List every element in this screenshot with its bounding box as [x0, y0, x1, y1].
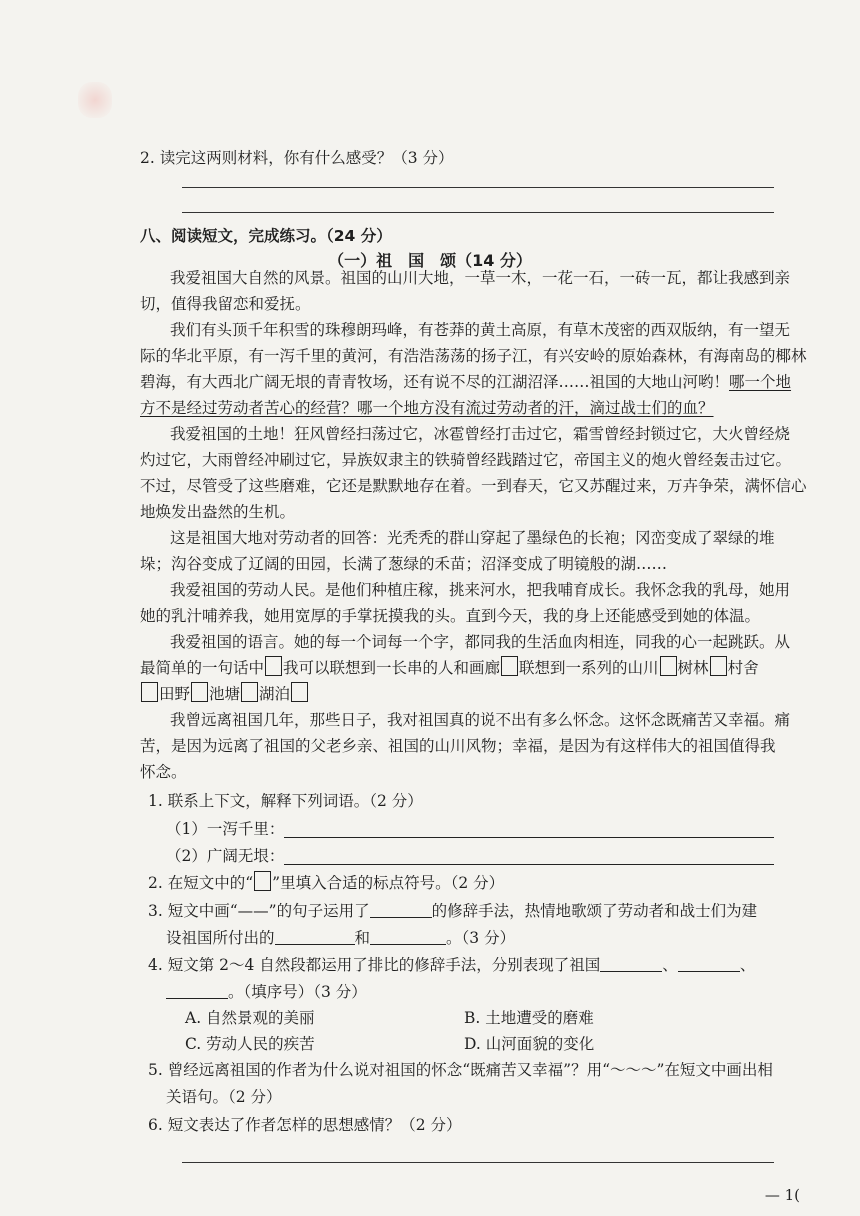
- question-6: 6. 短文表达了作者怎样的思想感情？（2 分）: [148, 1116, 462, 1134]
- answer-line[interactable]: [284, 846, 774, 865]
- option-b: B. 土地遭受的磨难: [464, 1009, 594, 1027]
- option-d: D. 山河面貌的变化: [464, 1035, 595, 1053]
- punctuation-box[interactable]: [291, 682, 308, 702]
- question-5: 5. 曾经远离祖国的作者为什么说对祖国的怀念“既痛苦又幸福”？用“～～～”在短文中画出相: [148, 1061, 773, 1079]
- question-4: 4. 短文第 2～4 自然段都运用了排比的修辞手法，分别表现了祖国 、 、: [148, 952, 788, 979]
- answer-line[interactable]: [284, 819, 774, 838]
- fill-blank[interactable]: [600, 953, 662, 972]
- question-3: 3. 短文中画“——”的句子运用了 的修辞手法，热情地歌颂了劳动者和战士们为建: [148, 898, 788, 925]
- page-number: — 1(: [764, 1186, 800, 1204]
- punctuation-box: [254, 871, 271, 891]
- paragraph-line: 我爱祖国大自然的风景。祖国的山川大地，一草一木，一花一石，一砖一瓦，都让我感到亲: [170, 269, 791, 287]
- punctuation-box[interactable]: [710, 656, 727, 676]
- paragraph-line: 我爱祖国的劳动人民。是他们种植庄稼，挑来河水，把我哺育成长。我怀念我的乳母，她用: [170, 581, 791, 599]
- paragraph-line: 垛；沟谷变成了辽阔的田园，长满了葱绿的禾苗；沼泽变成了明镜般的湖……: [140, 555, 668, 573]
- question-3-cont: 设祖国所付出的 和 。（3 分）: [166, 925, 806, 952]
- punctuation-box[interactable]: [241, 682, 258, 702]
- question-2-top: 2. 读完这两则材料，你有什么感受？（3 分）: [140, 149, 454, 167]
- passage-title: （一）祖 国 颂（14 分）: [328, 251, 532, 270]
- answer-line[interactable]: [182, 1162, 774, 1163]
- paragraph-line: 切，值得我留恋和爱抚。: [140, 295, 311, 313]
- punctuation-box[interactable]: [501, 656, 518, 676]
- question-1: 1. 联系上下文，解释下列词语。（2 分）: [148, 792, 423, 810]
- option-a: A. 自然景观的美丽: [185, 1009, 315, 1027]
- punctuation-box[interactable]: [141, 682, 158, 702]
- question-2: 2. 在短文中的“ ”里填入合适的标点符号。（2 分）: [148, 870, 788, 897]
- stain-mark: [78, 82, 112, 118]
- paragraph-line: 苦，是因为远离了祖国的父老乡亲、祖国的山川风物；幸福，是因为有这样伟大的祖国值得我: [140, 737, 776, 755]
- paragraph-line: 我爱祖国的语言。她的每一个词每一个字，都同我的生活血肉相连，同我的心一起跳跃。从: [170, 633, 791, 651]
- fill-blank[interactable]: [678, 953, 740, 972]
- paragraph-line: 地焕发出盎然的生机。: [140, 503, 296, 521]
- paragraph-line: 田野 池塘 湖泊: [140, 681, 780, 708]
- question-4-cont: 。（填序号）（3 分）: [166, 979, 806, 1006]
- answer-line: [182, 212, 774, 213]
- paragraph-line: 最简单的一句话中 我可以联想到一长串的人和画廊 联想到一系列的山川 树林 村舍: [140, 655, 780, 682]
- punctuation-box[interactable]: [660, 656, 677, 676]
- option-c: C. 劳动人民的疾苦: [185, 1035, 315, 1053]
- paragraph-line: 她的乳汁哺养我，她用宽厚的手掌抚摸我的头。直到今天，我的身上还能感受到她的体温。: [140, 607, 761, 625]
- fill-blank[interactable]: [370, 899, 432, 918]
- question-5-cont: 关语句。（2 分）: [166, 1088, 282, 1106]
- paragraph-line: 这是祖国大地对劳动者的回答：光秃秃的群山穿起了墨绿色的长袍；冈峦变成了翠绿的堆: [170, 529, 775, 547]
- fill-blank[interactable]: [275, 926, 355, 945]
- question-1b: （2）广阔无垠：: [166, 843, 806, 870]
- fill-blank[interactable]: [370, 926, 446, 945]
- punctuation-box[interactable]: [265, 656, 282, 676]
- paragraph-line: 方不是经过劳动者苦心的经营？哪一个地方没有流过劳动者的汗，滴过战士们的血？: [140, 399, 714, 417]
- paragraph-line: 际的华北平原，有一泻千里的黄河，有浩浩荡荡的扬子江，有兴安岭的原始森林，有海南岛的椰林: [140, 347, 807, 365]
- paragraph-line: 灼过它，大雨曾经冲刷过它，异族奴隶主的铁骑曾经践踏过它，帝国主义的炮火曾经轰击过它。: [140, 451, 792, 469]
- paragraph-line: 不过，尽管受了这些磨难，它还是默默地存在着。一到春天，它又苏醒过来，万卉争荣，满怀信心: [140, 477, 807, 495]
- punctuation-box[interactable]: [191, 682, 208, 702]
- paragraph-line: 我们有头顶千年积雪的珠穆朗玛峰，有苍莽的黄土高原，有草木茂密的西双版纳，有一望无: [170, 321, 791, 339]
- section-heading: 八、阅读短文，完成练习。（24 分）: [140, 227, 392, 245]
- question-1a: （1）一泻千里：: [166, 816, 806, 843]
- paragraph-line: 碧海，有大西北广阔无垠的青青牧场，还有说不尽的江湖沼泽……祖国的大地山河哟！哪一个地: [140, 373, 792, 391]
- paragraph-line: 我曾远离祖国几年，那些日子，我对祖国真的说不出有多么怀念。这怀念既痛苦又幸福。痛: [170, 711, 791, 729]
- paragraph-line: 我爱祖国的土地！狂风曾经扫荡过它，冰雹曾经打击过它，霜雪曾经封锁过它，大火曾经烧: [170, 425, 791, 443]
- answer-line: [182, 187, 774, 188]
- fill-blank[interactable]: [166, 980, 228, 999]
- paragraph-line: 怀念。: [140, 763, 187, 781]
